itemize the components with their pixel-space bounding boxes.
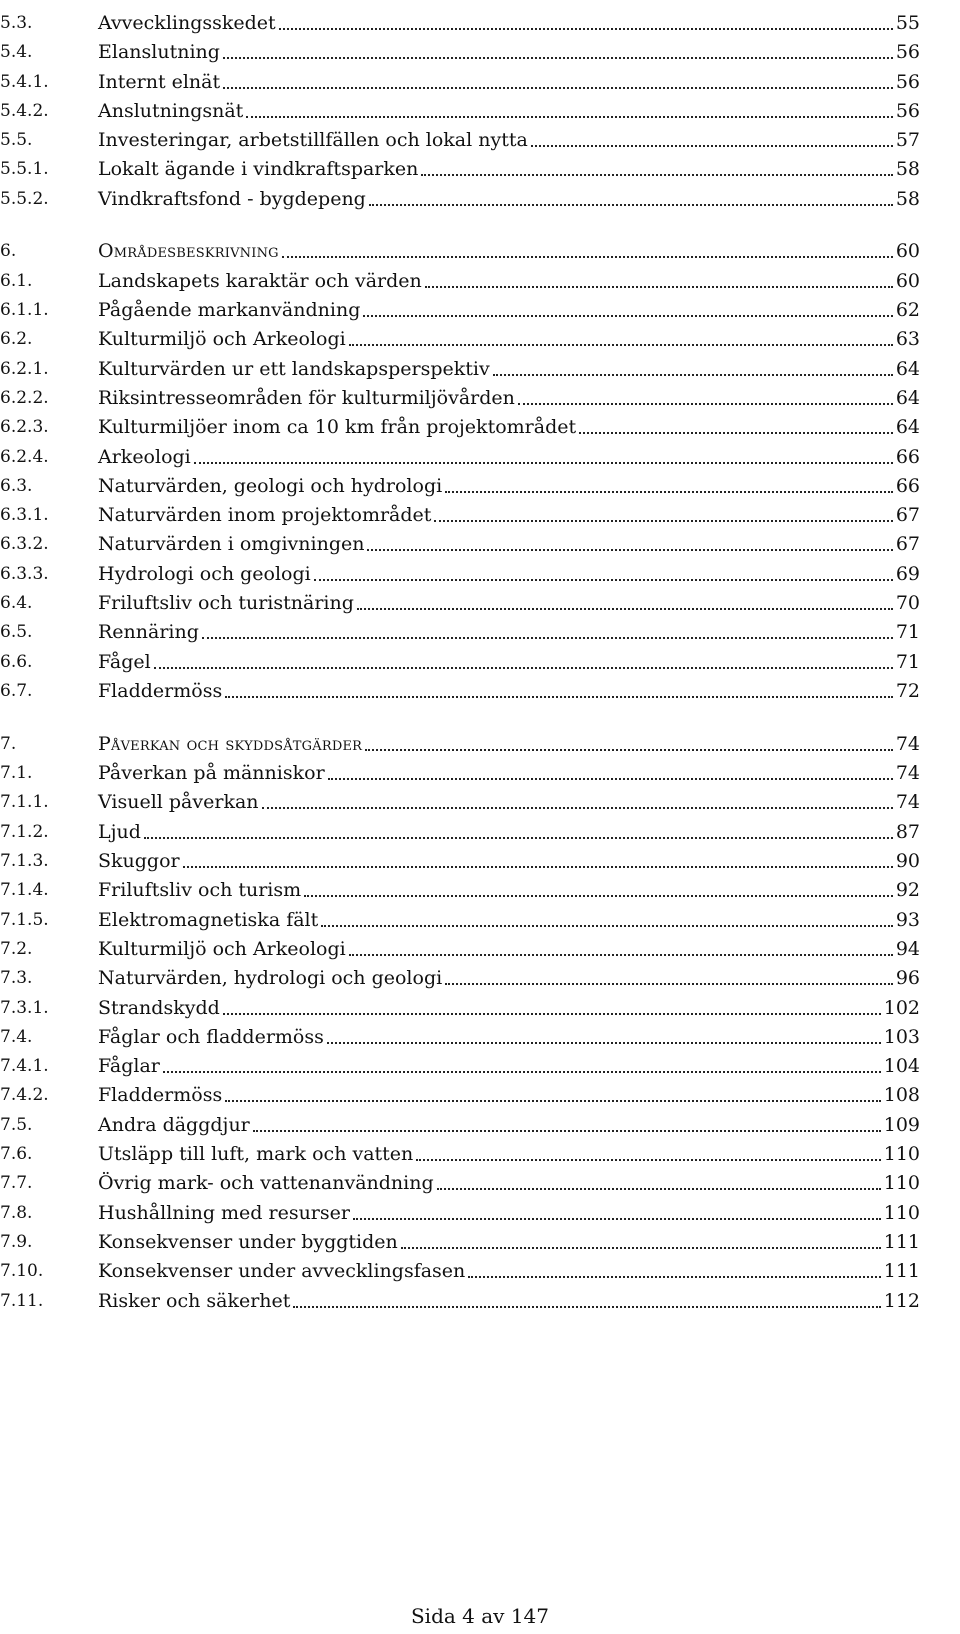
toc-entry-page: 110 — [883, 1202, 920, 1224]
toc-entry-title[interactable]: Påverkan på människor — [98, 762, 325, 784]
dot-leader — [416, 1159, 880, 1161]
toc-entry-title[interactable]: Övrig mark- och vattenanvändning — [98, 1172, 434, 1194]
dot-leader — [349, 344, 893, 346]
dot-leader — [314, 579, 893, 581]
toc-entry[interactable] — [0, 438, 920, 468]
dot-leader — [421, 174, 892, 176]
toc-entry-number: 7.3.1. — [0, 998, 49, 1018]
toc-entry[interactable] — [0, 1223, 920, 1253]
toc-entry-number: 6.1. — [0, 271, 33, 291]
toc-entry[interactable] — [0, 63, 920, 93]
toc-entry[interactable] — [0, 262, 920, 292]
toc-entry[interactable] — [0, 92, 920, 122]
toc-entry-number: 7.1.4. — [0, 880, 49, 900]
toc-entry-number: 5.3. — [0, 13, 33, 33]
toc-entry-title[interactable]: Riksintresseområden för kulturmiljövården — [98, 387, 515, 409]
toc-entry-number: 6.6. — [0, 652, 33, 672]
toc-entry[interactable] — [0, 1076, 920, 1106]
toc-entry-number: 7.4.1. — [0, 1056, 49, 1076]
toc-entry-number: 6.7. — [0, 681, 33, 701]
toc-entry[interactable] — [0, 379, 920, 409]
toc-entry-number: 6.2.2. — [0, 388, 49, 408]
toc-entry-page: 72 — [895, 680, 920, 702]
dot-leader — [293, 1306, 880, 1308]
toc-entry-page: 55 — [895, 12, 920, 34]
toc-entry-page: 62 — [895, 299, 920, 321]
toc-entry-title[interactable]: Rennäring — [98, 621, 199, 643]
toc-entry[interactable] — [0, 901, 920, 931]
dot-leader — [223, 87, 893, 89]
toc-entry-title[interactable]: Naturvärden, hydrologi och geologi — [98, 967, 443, 989]
toc-entry-title[interactable]: Konsekvenser under avvecklingsfasen — [98, 1260, 466, 1282]
toc-entry-number: 6.2.4. — [0, 447, 49, 467]
dot-leader — [327, 1042, 881, 1044]
dot-leader — [365, 749, 893, 751]
toc-entry[interactable] — [0, 754, 920, 784]
toc-entry-title[interactable]: Hushållning med resurser — [98, 1202, 350, 1224]
toc-entry-number: 7.5. — [0, 1115, 33, 1135]
toc-entry-number: 5.5.2. — [0, 189, 49, 209]
dot-leader — [163, 1071, 881, 1073]
toc-entry-page: 58 — [895, 188, 920, 210]
toc-entry-title[interactable]: Friluftsliv och turistnäring — [98, 592, 354, 614]
toc-entry-page: 90 — [895, 850, 920, 872]
toc-entry-title[interactable]: Naturvärden inom projektområdet — [98, 504, 432, 526]
toc-entry-page: 108 — [883, 1084, 920, 1106]
toc-entry-number: 7.1.2. — [0, 822, 49, 842]
toc-entry-page: 56 — [895, 41, 920, 63]
toc-entry-page: 110 — [883, 1143, 920, 1165]
toc-entry[interactable] — [0, 291, 920, 321]
toc-entry-number: 6. — [0, 241, 17, 261]
toc-entry-number: 6.1.1. — [0, 300, 49, 320]
toc-entry-title[interactable]: Landskapets karaktär och värden — [98, 270, 422, 292]
toc-entry[interactable] — [0, 350, 920, 380]
dot-leader — [434, 520, 892, 522]
dot-leader — [468, 1276, 880, 1278]
toc-entry-title[interactable]: Utsläpp till luft, mark och vatten — [98, 1143, 414, 1165]
toc-entry[interactable] — [0, 1164, 920, 1194]
toc-entry-number: 5.4.2. — [0, 101, 49, 121]
toc-entry-number: 6.4. — [0, 593, 33, 613]
toc-entry[interactable] — [0, 525, 920, 555]
toc-entry-number: 5.4.1. — [0, 72, 49, 92]
toc-entry[interactable] — [0, 725, 920, 755]
toc-entry-number: 5.5.1. — [0, 159, 49, 179]
toc-entry-title[interactable]: Avvecklingsskedet — [98, 12, 276, 34]
toc-entry-page: 66 — [895, 475, 920, 497]
toc-entry-title[interactable]: Fladdermöss — [98, 680, 223, 702]
toc-entry-number: 6.5. — [0, 622, 33, 642]
toc-entry-title[interactable]: Pågående markanvändning — [98, 299, 361, 321]
dot-leader — [445, 491, 893, 493]
toc-entry[interactable] — [0, 1252, 920, 1282]
toc-entry-number: 6.3.2. — [0, 534, 49, 554]
toc-entry-page: 64 — [895, 358, 920, 380]
dot-leader — [353, 1218, 881, 1220]
toc-entry-number: 7.1.5. — [0, 910, 49, 930]
toc-entry-page: 94 — [895, 938, 920, 960]
toc-entry-title[interactable]: Kulturmiljö och Arkeologi — [98, 328, 346, 350]
toc-entry-page: 74 — [895, 791, 920, 813]
toc-entry-number: 7.1. — [0, 763, 33, 783]
dot-leader — [183, 866, 893, 868]
toc-entry[interactable] — [0, 232, 920, 262]
toc-entry-number: 7.9. — [0, 1232, 33, 1252]
toc-entry[interactable] — [0, 783, 920, 813]
toc-entry-page: 70 — [895, 592, 920, 614]
toc-entry-title[interactable]: Risker och säkerhet — [98, 1290, 291, 1312]
dot-leader — [253, 1130, 881, 1132]
toc-entry-page: 56 — [895, 100, 920, 122]
toc-entry-title[interactable]: Elanslutning — [98, 41, 220, 63]
toc-entry-page: 87 — [895, 821, 920, 843]
dot-leader — [279, 28, 893, 30]
toc-entry[interactable] — [0, 33, 920, 63]
toc-entry[interactable] — [0, 1047, 920, 1077]
toc-entry[interactable] — [0, 842, 920, 872]
dot-leader — [202, 637, 893, 639]
toc-entry-title[interactable]: Fåglar — [98, 1055, 160, 1077]
toc-entry-title[interactable]: Kulturmiljö och Arkeologi — [98, 938, 346, 960]
toc-entry-title[interactable]: Kulturmiljöer inom ca 10 km från projektområdet — [98, 416, 577, 438]
toc-entry-number: 5.5. — [0, 130, 33, 150]
page-number-label: Sida 4 av 147 — [410, 1604, 550, 1628]
toc-entry[interactable] — [0, 408, 920, 438]
toc-entry[interactable] — [0, 150, 920, 180]
toc-entry-page: 96 — [895, 967, 920, 989]
toc-entry-number: 6.2.1. — [0, 359, 49, 379]
toc-entry-number: 6.3.1. — [0, 505, 49, 525]
dot-leader — [369, 204, 893, 206]
toc-entry-page: 92 — [895, 879, 920, 901]
toc-entry-title[interactable]: Arkeologi — [98, 446, 191, 468]
dot-leader — [282, 256, 893, 258]
toc-entry-page: 102 — [883, 997, 920, 1019]
toc-entry-number: 7.3. — [0, 968, 33, 988]
toc-entry-number: 7.1.3. — [0, 851, 49, 871]
toc-entry-page: 67 — [895, 504, 920, 526]
toc-entry[interactable] — [0, 467, 920, 497]
dot-leader — [367, 549, 892, 551]
dot-leader — [304, 895, 893, 897]
toc-entry[interactable] — [0, 1194, 920, 1224]
dot-leader — [363, 315, 892, 317]
toc-entry-page: 112 — [883, 1290, 920, 1312]
dot-leader — [493, 374, 893, 376]
toc-entry-page: 109 — [883, 1114, 920, 1136]
dot-leader — [349, 954, 893, 956]
toc-entry-title[interactable]: Fladdermöss — [98, 1084, 223, 1106]
toc-entry-title[interactable]: Ljud — [98, 821, 141, 843]
toc-entry-number: 7.1.1. — [0, 792, 49, 812]
toc-entry-page: 63 — [895, 328, 920, 350]
dot-leader — [437, 1188, 881, 1190]
toc-entry-page: 71 — [895, 621, 920, 643]
toc-entry[interactable] — [0, 1282, 920, 1312]
toc-entry-number: 7.4. — [0, 1027, 33, 1047]
toc-entry-title[interactable]: Strandskydd — [98, 997, 220, 1019]
toc-entry-title[interactable]: Naturvärden, geologi och hydrologi — [98, 475, 443, 497]
dot-leader — [246, 116, 892, 118]
toc-entry-page: 74 — [895, 733, 920, 755]
toc-entry-number: 7.4.2. — [0, 1085, 49, 1105]
toc-entry-title[interactable]: Naturvärden i omgivningen — [98, 533, 365, 555]
dot-leader — [225, 696, 893, 698]
toc-entry[interactable] — [0, 613, 920, 643]
toc-entry-number: 6.3.3. — [0, 564, 49, 584]
dot-leader — [357, 608, 893, 610]
toc-entry[interactable] — [0, 959, 920, 989]
toc-entry-page: 60 — [895, 240, 920, 262]
toc-entry-page: 69 — [895, 563, 920, 585]
toc-entry-number: 6.2.3. — [0, 417, 49, 437]
dot-leader — [225, 1100, 881, 1102]
toc-entry-page: 103 — [883, 1026, 920, 1048]
toc-entry[interactable] — [0, 672, 920, 702]
toc-entry-title[interactable]: Vindkraftsfond - bygdepeng — [98, 188, 366, 210]
toc-entry[interactable] — [0, 496, 920, 526]
toc-entry[interactable] — [0, 871, 920, 901]
toc-entry-title[interactable]: Kulturvärden ur ett landskapsperspektiv — [98, 358, 490, 380]
dot-leader — [194, 462, 893, 464]
toc-entry-page: 104 — [883, 1055, 920, 1077]
toc-entry-number: 7.8. — [0, 1203, 33, 1223]
toc-entry-page: 71 — [895, 651, 920, 673]
toc-entry-title[interactable]: Fåglar och fladdermöss — [98, 1026, 324, 1048]
toc-entry-number: 7.7. — [0, 1173, 33, 1193]
toc-entry-page: 57 — [895, 129, 920, 151]
toc-entry-page: 64 — [895, 416, 920, 438]
dot-leader — [579, 432, 893, 434]
toc-entry-title[interactable]: Andra däggdjur — [98, 1114, 250, 1136]
page-footer — [0, 1604, 960, 1628]
toc-entry-number: 7. — [0, 734, 17, 754]
toc-entry[interactable] — [0, 813, 920, 843]
toc-entry-page: 58 — [895, 158, 920, 180]
dot-leader — [262, 807, 893, 809]
toc-entry-title[interactable]: Påverkan och skyddsåtgärder — [98, 733, 363, 755]
dot-leader — [445, 983, 893, 985]
dot-leader — [531, 145, 893, 147]
toc-entry-page: 93 — [895, 909, 920, 931]
toc-entry[interactable] — [0, 121, 920, 151]
toc-entry-page: 111 — [883, 1231, 920, 1253]
dot-leader — [223, 57, 893, 59]
dot-leader — [321, 925, 893, 927]
toc-entry[interactable] — [0, 1135, 920, 1165]
dot-leader — [223, 1013, 881, 1015]
toc-entry-page: 110 — [883, 1172, 920, 1194]
toc-entry[interactable] — [0, 930, 920, 960]
toc-entry-title[interactable]: Lokalt ägande i vindkraftsparken — [98, 158, 419, 180]
toc-entry-title[interactable]: Områdesbeskrivning — [98, 240, 279, 262]
toc-entry-number: 7.10. — [0, 1261, 44, 1281]
toc-entry[interactable] — [0, 584, 920, 614]
toc-entry-title[interactable]: Friluftsliv och turism — [98, 879, 302, 901]
toc-entry[interactable] — [0, 1018, 920, 1048]
toc-entry[interactable] — [0, 4, 920, 34]
toc-entry[interactable] — [0, 555, 920, 585]
dot-leader — [518, 403, 893, 405]
toc-entry[interactable] — [0, 320, 920, 350]
toc-entry-page: 60 — [895, 270, 920, 292]
dot-leader — [328, 778, 893, 780]
toc-entry-title[interactable]: Visuell påverkan — [98, 791, 259, 813]
toc-entry[interactable] — [0, 1106, 920, 1136]
toc-entry-page: 66 — [895, 446, 920, 468]
dot-leader — [154, 667, 893, 669]
toc-entry-number: 7.11. — [0, 1291, 44, 1311]
toc-entry[interactable] — [0, 180, 920, 210]
toc-entry-page: 64 — [895, 387, 920, 409]
toc-entry-title[interactable]: Anslutningsnät — [98, 100, 244, 122]
toc-entry-title[interactable]: Fågel — [98, 651, 151, 673]
toc-entry-number: 6.2. — [0, 329, 33, 349]
toc-entry[interactable] — [0, 989, 920, 1019]
toc-entry-page: 67 — [895, 533, 920, 555]
toc-entry-page: 111 — [883, 1260, 920, 1282]
toc-entry[interactable] — [0, 643, 920, 673]
toc-entry-title[interactable]: Konsekvenser under byggtiden — [98, 1231, 398, 1253]
toc-entry-number: 5.4. — [0, 42, 33, 62]
toc-entry-title[interactable]: Hydrologi och geologi — [98, 563, 311, 585]
toc-entry-title[interactable]: Elektromagnetiska fält — [98, 909, 319, 931]
toc-entry-title[interactable]: Internt elnät — [98, 71, 221, 93]
toc-entry-page: 56 — [895, 71, 920, 93]
toc-entry-number: 7.2. — [0, 939, 33, 959]
dot-leader — [425, 286, 893, 288]
toc-entry-title[interactable]: Investeringar, arbetstillfällen och lokal nytta — [98, 129, 528, 151]
dot-leader — [401, 1247, 881, 1249]
toc-entry-page: 74 — [895, 762, 920, 784]
dot-leader — [144, 837, 893, 839]
toc-entry-number: 7.6. — [0, 1144, 33, 1164]
toc-entry-number: 6.3. — [0, 476, 33, 496]
toc-entry-title[interactable]: Skuggor — [98, 850, 180, 872]
